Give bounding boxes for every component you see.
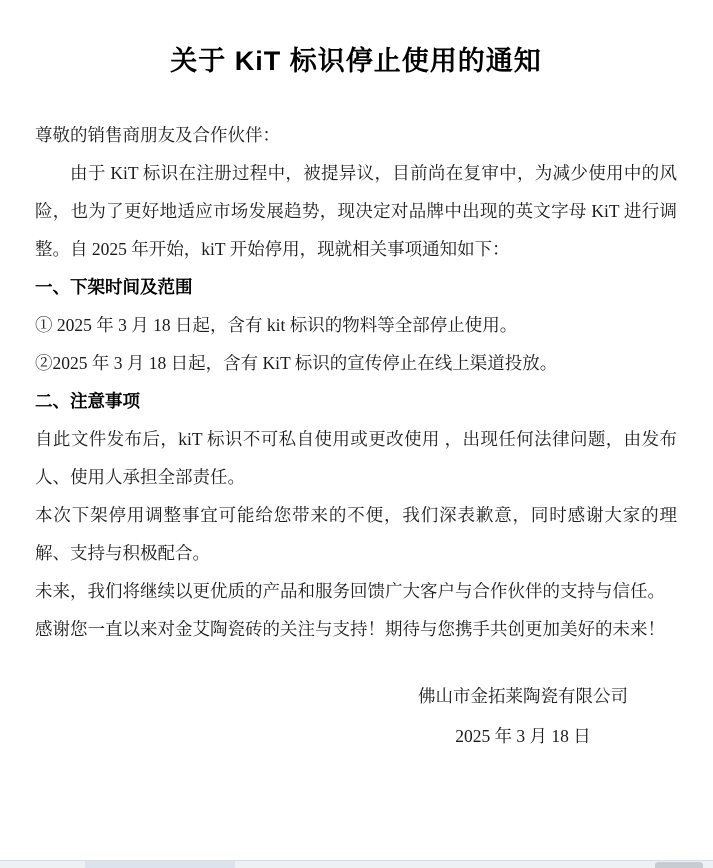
paragraph: 本次下架停用调整事宜可能给您带来的不便，我们深表歉意，同时感谢大家的理解、支持与积极配合。	[35, 505, 677, 563]
signature-block	[378, 676, 668, 756]
list-item: ① 2025 年 3 月 18 日起，含有 kit 标识的物料等全部停止使用。	[35, 315, 518, 335]
list-item: ②2025 年 3 月 18 日起，含有 KiT 标识的宣传停止在线上渠道投放。	[35, 353, 558, 373]
paragraph: 感谢您一直以来对金艾陶瓷砖的关注与支持！期待与您携手共创更加美好的未来！	[35, 619, 665, 639]
paragraph: 自此文件发布后，kiT 标识不可私自使用或更改使用 ，出现任何法律问题，由发布人、使用人承担全部责任。	[35, 429, 677, 487]
section2-heading: 二、注意事项	[35, 391, 140, 411]
document-body	[35, 116, 677, 648]
paragraph: 未来，我们将继续以更优质的产品和服务回馈广大客户与合作伙伴的支持与信任。	[35, 581, 665, 601]
salutation: 尊敬的销售商朋友及合作伙伴：	[35, 125, 280, 145]
horizontal-scrollbar[interactable]	[0, 860, 713, 868]
section1-heading: 一、下架时间及范围	[35, 277, 193, 297]
signature-company: 佛山市金拓莱陶瓷有限公司	[418, 686, 628, 706]
document-title: 关于 KiT 标识停止使用的通知	[170, 46, 542, 76]
signature-date: 2025 年 3 月 18 日	[455, 726, 591, 746]
scrollbar-segment[interactable]	[85, 861, 235, 868]
scrollbar-thumb[interactable]	[655, 862, 703, 868]
intro-paragraph: 由于 KiT 标识在注册过程中，被提异议，目前尚在复审中，为减少使用中的风险，也为了更好地适应市场发展趋势，现决定对品牌中出现的英文字母 KiT 进行调整。自 2025 年开始，kiT 开始停用，现就相关事项通知如下：	[35, 163, 677, 259]
